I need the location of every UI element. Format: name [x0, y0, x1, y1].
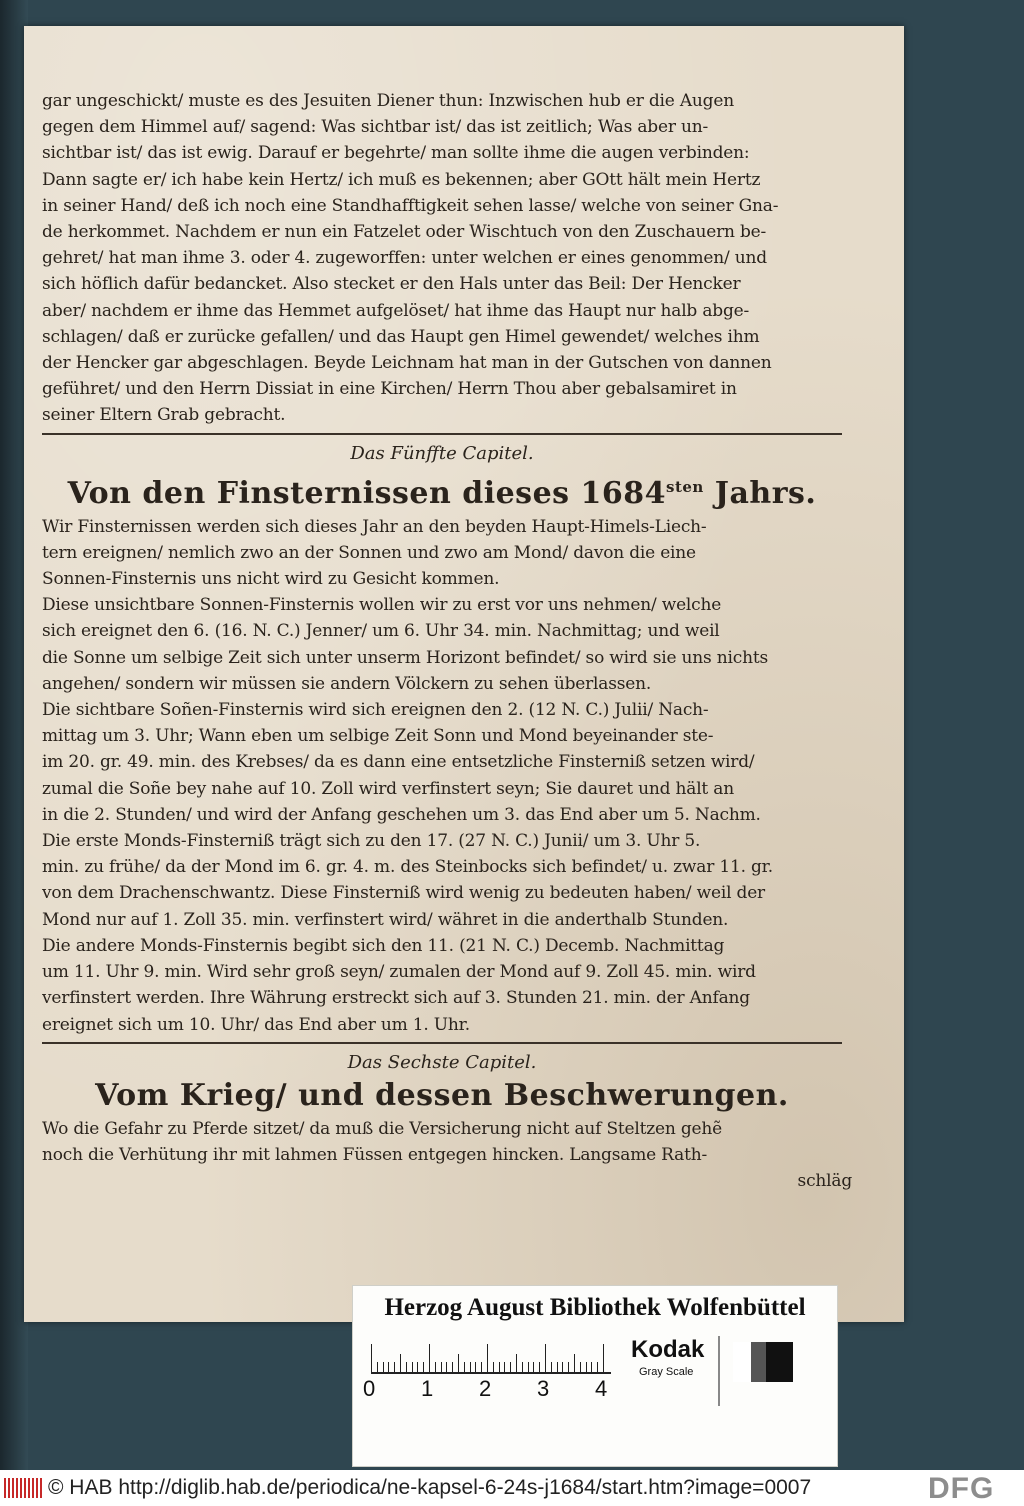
- scale-numbers: [363, 1376, 633, 1406]
- text-line: mittag um 3. Uhr; Wann eben um selbige Zeit Sonn und Mond beyeinander ste-: [42, 726, 714, 747]
- section-rule: [42, 1042, 842, 1044]
- section-rule: [42, 433, 842, 435]
- card-divider: [718, 1336, 720, 1406]
- ruler-tick: [533, 1362, 534, 1372]
- ruler-tick: [446, 1362, 447, 1372]
- text-line: sich höflich dafür bedancket. Also stecket er den Hals unter das Beil: Der Hencker: [42, 274, 741, 295]
- ruler-tick: [551, 1362, 552, 1372]
- text-line: Sonnen-Finsternis uns nicht wird zu Gesicht kommen.: [42, 569, 500, 590]
- text-line: sichtbar ist/ das ist ewig. Darauf er begehrte/ man sollte ihme die augen verbinden:: [42, 143, 750, 164]
- hab-barcode-icon: [4, 1478, 44, 1498]
- ruler-tick: [400, 1354, 401, 1372]
- text-line: zumal die Soñe bey nahe auf 10. Zoll wird verfinstert seyn; Sie dauret und hält an: [42, 778, 734, 799]
- text-line: um 11. Uhr 9. min. Wird sehr groß seyn/ zumalen der Mond auf 9. Zoll 45. min. wird: [42, 962, 756, 983]
- scale-number: 1: [421, 1376, 434, 1401]
- ruler-tick: [522, 1362, 523, 1372]
- ruler-tick: [568, 1362, 569, 1372]
- text-line: schlagen/ daß er zurücke gefallen/ und das Haupt gen Himel gewendet/ welches ihm: [42, 326, 760, 347]
- chapter-6-heading: Vom Krieg/ und dessen Beschwerungen.: [95, 1077, 789, 1113]
- text-line: noch die Verhütung ihr mit lahmen Füssen entgegen hincken. Langsame Rath-: [42, 1144, 708, 1165]
- text-line: Dann sagte er/ ich habe kein Hertz/ ich muß es bekennen; aber GOtt hält mein Hertz: [42, 169, 761, 190]
- ruler-tick: [557, 1362, 558, 1372]
- ruler-tick: [441, 1362, 442, 1372]
- ruler-tick: [562, 1362, 563, 1372]
- scale-number: 3: [537, 1376, 550, 1401]
- text-line: im 20. gr. 49. min. des Krebses/ da es dann eine entsetzliche Finsterniß setzen wird/: [42, 752, 755, 773]
- document-page: [24, 26, 904, 1322]
- text-line: in seiner Hand/ deß ich noch eine Standhafftigkeit sehen lasse/ welche von seiner Gna-: [42, 195, 779, 216]
- scale-number: 4: [595, 1376, 608, 1401]
- library-color-card: [352, 1285, 838, 1467]
- kodak-logo: Kodak: [631, 1336, 705, 1363]
- text-line: Wir Finsternissen werden sich dieses Jahr an den beyden Haupt-Himels-Liech-: [42, 516, 707, 537]
- text-line: gehret/ hat man ihme 3. oder 4. zugeworffen: unter welchen er eines genommen/ und: [42, 248, 767, 269]
- dfg-logo: DFG: [928, 1472, 995, 1505]
- ruler-tick: [383, 1362, 384, 1372]
- text-line: Die erste Monds-Finsterniß trägt sich zu den 17. (27 N. C.) Junii/ um 3. Uhr 5.: [42, 831, 701, 852]
- chapter-5-heading-main: Von den Finsternissen dieses 1684: [67, 475, 666, 511]
- ruler-tick: [591, 1362, 592, 1372]
- ruler-tick: [574, 1354, 575, 1372]
- scale-number: 2: [479, 1376, 492, 1401]
- ruler-tick: [377, 1362, 378, 1372]
- text-line: der Hencker gar abgeschlagen. Beyde Leichnam hat man in der Gutschen von dannen: [42, 353, 772, 374]
- chapter-6-label: Das Sechste Capitel.: [347, 1051, 537, 1073]
- text-section-2: [42, 514, 862, 1038]
- ruler-tick: [597, 1362, 598, 1372]
- ruler-tick: [586, 1362, 587, 1372]
- text-section-3: [42, 1116, 862, 1168]
- text-line: gegen dem Himmel auf/ sagend: Was sichtbar ist/ das ist zeitlich; Was aber un-: [42, 117, 708, 138]
- text-line: von dem Drachenschwantz. Diese Finsterniß wird wenig zu bedeuten haben/ weil der: [42, 883, 765, 904]
- chapter-5-label: Das Fünffte Capitel.: [350, 442, 534, 464]
- ruler-tick: [423, 1362, 424, 1372]
- ruler-tick: [371, 1344, 372, 1372]
- text-line: ereignet sich um 10. Uhr/ das End aber um 1. Uhr.: [42, 1014, 470, 1035]
- ruler-tick: [528, 1362, 529, 1372]
- text-line: Die sichtbare Soñen-Finsternis wird sich ereignen den 2. (12 N. C.) Julii/ Nach-: [42, 700, 709, 721]
- text-line: verfinstert werden. Ihre Währung erstreckt sich auf 3. Stunden 21. min. der Anfang: [42, 988, 750, 1009]
- ruler-tick: [580, 1362, 581, 1372]
- ruler-tick: [481, 1362, 482, 1372]
- chapter-5-heading-end: Jahrs.: [703, 475, 817, 511]
- ruler-tick: [412, 1362, 413, 1372]
- ruler-tick: [406, 1362, 407, 1372]
- chapter-5-heading: [42, 467, 842, 514]
- text-line: angehen/ sondern wir müssen sie andern Völckern zu sehen überlassen.: [42, 673, 652, 694]
- ruler-tick: [394, 1362, 395, 1372]
- text-line: die Sonne um selbige Zeit sich unter unserm Horizont befindet/ so wird sie uns nichts: [42, 647, 768, 668]
- text-line: Diese unsichtbare Sonnen-Finsternis wollen wir zu erst vor uns nehmen/ welche: [42, 595, 722, 616]
- text-line: Die andere Monds-Finsternis begibt sich den 11. (21 N. C.) Decemb. Nachmittag: [42, 935, 725, 956]
- ruler-tick: [493, 1362, 494, 1372]
- ruler-tick: [516, 1354, 517, 1372]
- footer-bar: [0, 1470, 1024, 1506]
- ruler-tick: [499, 1362, 500, 1372]
- page-text: [42, 88, 862, 1194]
- ruler-tick: [470, 1362, 471, 1372]
- text-line: sich ereignet den 6. (16. N. C.) Jenner/ um 6. Uhr 34. min. Nachmittag; und weil: [42, 621, 720, 642]
- text-line: de herkommet. Nachdem er nun ein Fatzelet oder Wischtuch von den Zuschauern be-: [42, 222, 767, 243]
- ruler-tick: [539, 1362, 540, 1372]
- chapter-5-heading-sup: sten: [666, 477, 704, 496]
- ruler-tick: [429, 1344, 430, 1372]
- ruler-tick: [510, 1362, 511, 1372]
- scale-number: 0: [363, 1376, 376, 1401]
- ruler-tick: [464, 1362, 465, 1372]
- copyright-url[interactable]: © HAB http://diglib.hab.de/periodica/ne-kapsel-6-24s-j1684/start.htm?image=0007: [48, 1476, 812, 1499]
- text-line: geführet/ und den Herrn Dissiat in eine Kirchen/ Herrn Thou aber gebalsamiret in: [42, 379, 737, 400]
- ruler-tick: [475, 1362, 476, 1372]
- text-line: seiner Eltern Grab gebracht.: [42, 405, 286, 426]
- ruler-tick: [545, 1344, 546, 1372]
- ruler-tick: [435, 1362, 436, 1372]
- text-line: gar ungeschickt/ muste es des Jesuiten Diener thun: Inzwischen hub er die Augen: [42, 91, 734, 111]
- ruler-tick: [388, 1362, 389, 1372]
- ruler-tick: [487, 1344, 488, 1372]
- scale-ruler: [371, 1342, 611, 1374]
- text-line: tern ereignen/ nemlich zwo an der Sonnen und zwo am Mond/ davon die eine: [42, 542, 696, 563]
- text-line: min. zu frühe/ da der Mond im 6. gr. 4. m. des Steinbocks sich befindet/ u. zwar 11. gr.: [42, 857, 773, 878]
- text-line: in die 2. Stunden/ und wird der Anfang geschehen um 3. das End aber um 5. Nachm.: [42, 804, 761, 825]
- ruler-tick: [603, 1344, 604, 1372]
- ruler-tick: [417, 1362, 418, 1372]
- text-line: Mond nur auf 1. Zoll 35. min. verfinstert wird/ währet in die anderthalb Stunden.: [42, 909, 729, 930]
- ruler-tick: [452, 1362, 453, 1372]
- gray-scale-label: Gray Scale: [639, 1366, 694, 1378]
- ruler-tick: [504, 1362, 505, 1372]
- gray-scale-patches: [733, 1342, 793, 1382]
- catchword: schläg: [797, 1171, 852, 1192]
- ruler-tick: [458, 1354, 459, 1372]
- text-line: aber/ nachdem er ihme das Hemmet aufgelöset/ hat ihme das Haupt nur halb abge-: [42, 300, 750, 321]
- library-name: Herzog August Bibliothek Wolfenbüttel: [384, 1294, 806, 1321]
- text-line: Wo die Gefahr zu Pferde sitzet/ da muß die Versicherung nicht auf Steltzen gehẽ: [42, 1118, 722, 1139]
- text-section-1: [42, 88, 862, 429]
